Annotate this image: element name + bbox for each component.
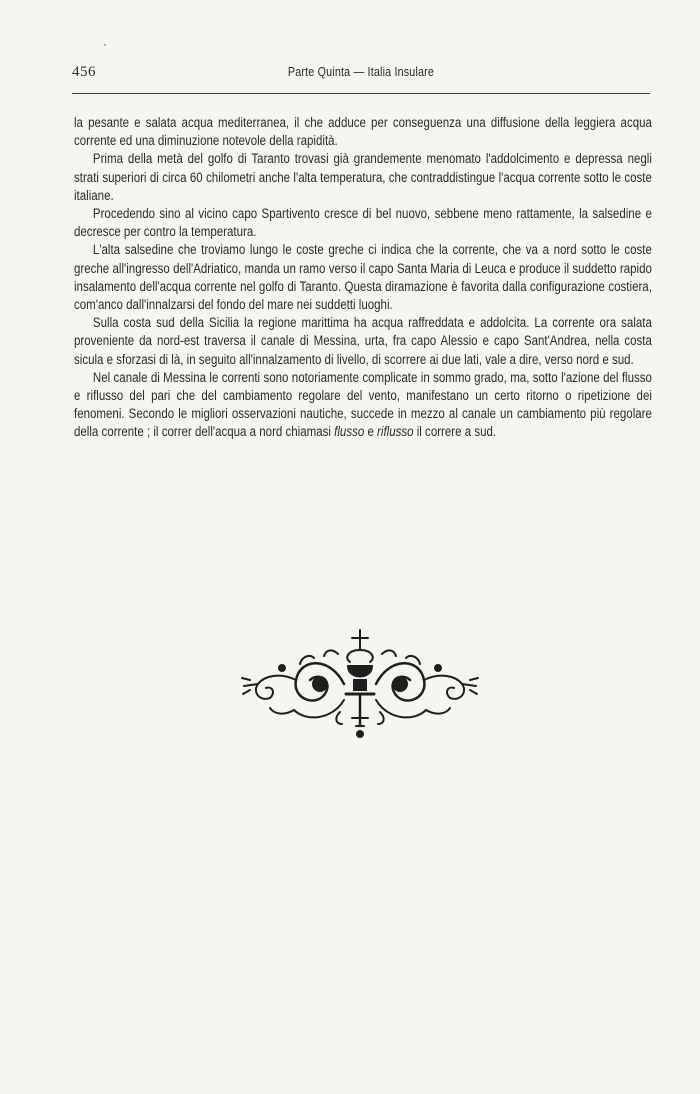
paragraph-6-text-c: il correre a sud.: [413, 424, 497, 440]
paragraph-2: Prima della metà del golfo di Taranto trovasi già grandemente menomato l'addolcimento e depressa negli strati superiori di circa 60 chilometri anche l'alta temperatura, che contraddistingue l'acqua corrente sotto le coste italiane.: [74, 151, 652, 203]
italic-flusso: flusso: [334, 424, 365, 440]
body-text: [74, 114, 652, 442]
paragraph-6: [74, 369, 652, 442]
paragraph-3: Procedendo sino al vicino capo Spartivento cresce di bel nuovo, sebbene meno rattamente, la salsedine e decresce per contro la temperatura.: [74, 206, 652, 240]
stray-mark: [104, 44, 106, 46]
tailpiece-ornament-icon: [240, 628, 480, 740]
paragraph-6-text-b: e: [364, 424, 378, 440]
page-number: 456: [72, 64, 96, 80]
paragraph-1: la pesante e salata acqua mediterranea, il che adduce per conseguenza una diffusione della leggiera acqua corrente ed una diminuzione notevole della rapidità.: [74, 115, 652, 149]
page-header: [72, 62, 650, 86]
paragraph-6-text-a: Nel canale di Messina le correnti sono notoriamente complicate in sommo grado, ma, sotto l'azione del flusso e riflusso del pari che del cambiamento regolare del vento, manifestano un certo ritorno o ripetizione dei fenomeni. Secondo le migliori osservazioni nautiche, succede in mezzo al canale un cambiamento più regolare della corrente ; il correr dell'acqua a nord chiamasi: [74, 369, 652, 440]
italic-riflusso: riflusso: [377, 424, 414, 440]
paragraph-4: L'alta salsedine che troviamo lungo le coste greche ci indica che la corrente, che va a nord sotto le coste greche all'ingresso dell'Adriatico, manda un ramo verso il capo Santa Maria di Leuca e produce il suddetto rapido insalamento dell'acqua corrente nel golfo di Taranto. Questa diramazione è favorita dalla configurazione costiera, com'anco dall'innalzarsi del fondo del mare nei suddetti luoghi.: [74, 242, 652, 313]
header-rule: [72, 93, 650, 94]
paragraph-5: Sulla costa sud della Sicilia la regione marittima ha acqua raffreddata e addolcita. La corrente ora salata proveniente da nord-est traversa il canale di Messina, urta, fra capo Alessio e capo Sant'Andrea, nella costa sicula e sforzasi di là, in seguito all'innalzamento di livello, di scorrere ai due lati, vale a dire, verso nord e sud.: [74, 315, 652, 367]
running-head: Parte Quinta — Italia Insulare: [287, 65, 435, 79]
